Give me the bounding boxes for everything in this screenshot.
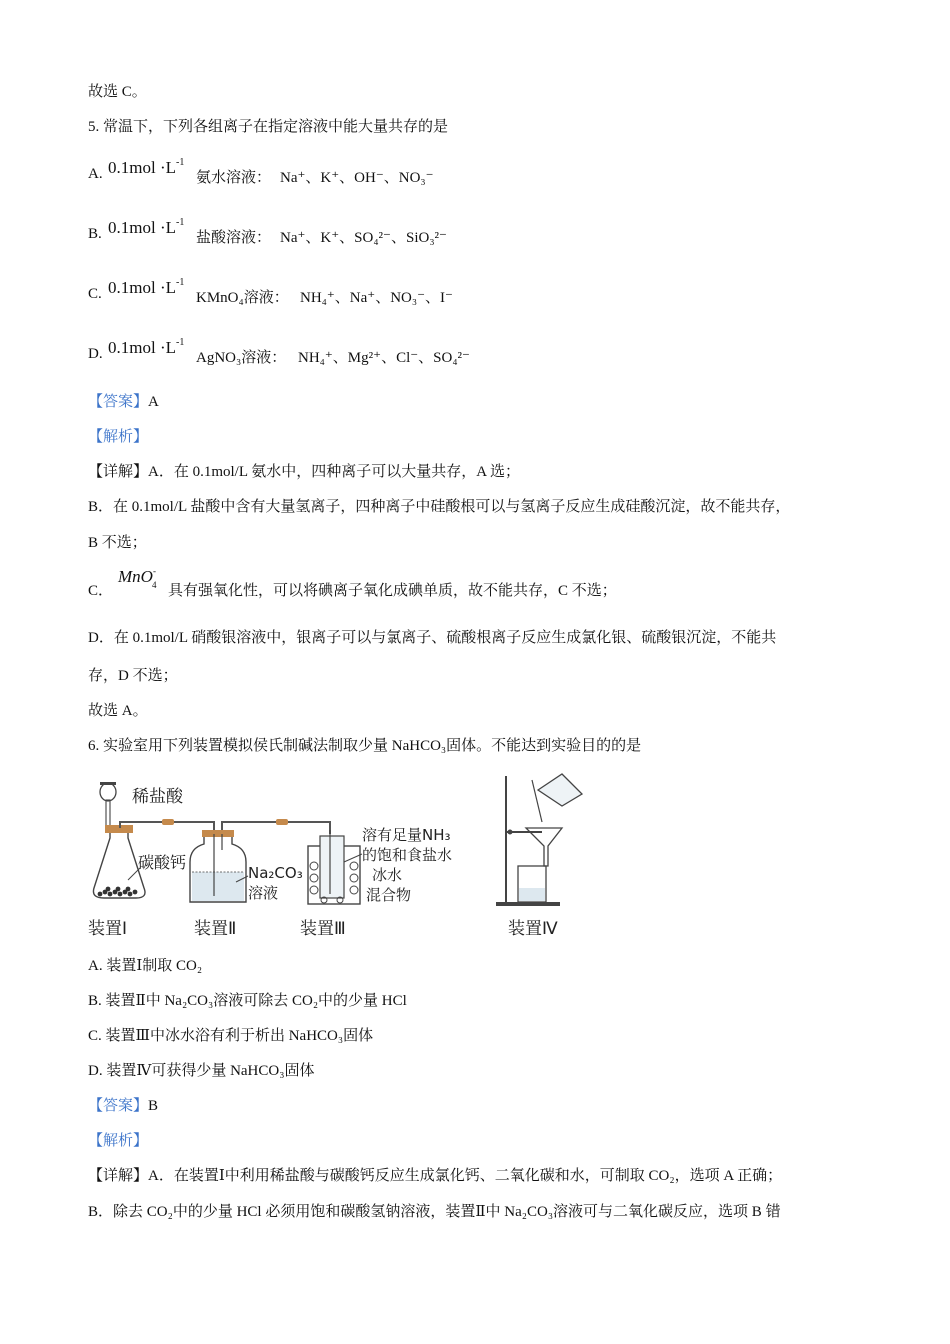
q5-option-a-solution: 氨水溶液： — [196, 170, 272, 186]
device-3-ice-bath — [308, 830, 362, 904]
answer-value: A — [148, 394, 159, 410]
q5-detail-b2: B 不选； — [88, 535, 147, 551]
concentration: $0.1mol \cdot L^{-1}$ — [108, 157, 185, 177]
q5-option-d-solution: AgNO₃溶液： — [196, 350, 287, 366]
label-ice-water: 冰水 — [372, 866, 403, 884]
answer-value: B — [148, 1098, 159, 1114]
q6-answer — [88, 1096, 158, 1116]
answer-tag: 【答案】 — [88, 1098, 149, 1114]
q6-stem: 6. 实验室用下列装置模拟侯氏制碱法制取少量 NaHCO₃固体。不能达到实验目的的是 — [88, 738, 642, 754]
q5-answer — [88, 392, 159, 412]
concentration: $0.1mol \cdot L^{-1}$ — [108, 277, 185, 297]
q5-option-c-ions: NH₄⁺、Na⁺、NO₃⁻、I⁻ — [300, 290, 453, 306]
concentration: $0.1mol \cdot L^{-1}$ — [108, 217, 185, 237]
label-device-4: 装置Ⅳ — [508, 919, 558, 939]
q5-detail-a: 【详解】A．在 0.1mol/L 氨水中，四种离子可以大量共存，A 选； — [88, 464, 520, 480]
label-device-3: 装置Ⅲ — [300, 919, 346, 939]
label-calcium-carbonate: 碳酸钙 — [138, 853, 187, 872]
q5-detail-c: C． MnO-$_4$ 具有强氧化性，可以将碘离子氧化成碘单质，故不能共存，C 不选； — [88, 566, 617, 599]
label-solution: 溶液 — [248, 884, 279, 902]
concentration: $0.1mol \cdot L^{-1}$ — [108, 337, 185, 357]
q5-option-letter: C. — [88, 286, 102, 302]
q5-detail-d2: 存，D 不选； — [88, 668, 178, 684]
label-na2co3: Na₂CO₃ — [248, 864, 303, 882]
q5-option-b-solution: 盐酸溶液： — [196, 230, 272, 246]
device-2-wash-bottle — [190, 830, 248, 902]
label-dilute-hcl: 稀盐酸 — [132, 787, 183, 807]
q6-option-a[interactable]: A. 装置Ⅰ制取 CO₂ — [88, 958, 203, 974]
q6-option-b[interactable]: B. 装置Ⅱ中 Na₂CO₃溶液可除去 CO₂中的少量 HCl — [88, 993, 407, 1009]
q5-option-letter: B. — [88, 226, 102, 242]
label-device-1: 装置Ⅰ — [88, 919, 128, 939]
q5-stem: 5. 常温下，下列各组离子在指定溶液中能大量共存的是 — [88, 119, 449, 135]
q5-option-a-ions: Na⁺、K⁺、OH⁻、NO₃⁻ — [280, 170, 434, 186]
q5-option-letter: D. — [88, 346, 103, 362]
label-brine: 的饱和食盐水 — [362, 846, 453, 864]
q5-detail-b1: B．在 0.1mol/L 盐酸中含有大量氢离子，四种离子中硅酸根可以与氢离子反应生成硅酸沉淀，故不能共存， — [88, 499, 791, 515]
q5-conclusion: 故选 A。 — [88, 703, 148, 719]
q6-option-c[interactable]: C. 装置Ⅲ中冰水浴有利于析出 NaHCO₃固体 — [88, 1028, 374, 1044]
q5-option-b-ions: Na⁺、K⁺、SO₄²⁻、SiO₃²⁻ — [280, 230, 447, 246]
label-device-2: 装置Ⅱ — [194, 919, 237, 939]
label-mixture: 混合物 — [366, 886, 412, 904]
mno4-formula: MnO-$_4$ — [118, 566, 157, 590]
q5-option-letter: A. — [88, 166, 103, 182]
q5-detail-d1: D．在 0.1mol/L 硝酸银溶液中，银离子可以与氯离子、硫酸根离子反应生成氯化银、硫酸银沉淀，不能共 — [88, 630, 777, 646]
q6-analysis-tag: 【解析】 — [88, 1133, 149, 1149]
apparatus-figure — [86, 770, 596, 940]
q6-detail-b: B．除去 CO₂中的少量 HCl 必须用饱和碳酸氢钠溶液，装置Ⅱ中 Na₂CO₃溶液可与二氧化碳反应，选项 B 错 — [88, 1204, 781, 1220]
label-nh3: 溶有足量NH₃ — [362, 826, 451, 844]
prev-conclusion: 故选 C。 — [88, 84, 147, 100]
device-4-filtration — [496, 774, 582, 906]
q6-option-d[interactable]: D. 装置Ⅳ可获得少量 NaHCO₃固体 — [88, 1063, 315, 1079]
answer-tag: 【答案】 — [88, 394, 149, 410]
q5-option-c-solution: KMnO₄溶液： — [196, 290, 289, 306]
q6-detail-a: 【详解】A．在装置Ⅰ中利用稀盐酸与碳酸钙反应生成氯化钙、二氧化碳和水，可制取 CO₂，选项 A 正确； — [88, 1168, 783, 1184]
q5-option-d-ions: NH₄⁺、Mg²⁺、Cl⁻、SO₄²⁻ — [298, 350, 470, 366]
q5-analysis-tag: 【解析】 — [88, 429, 149, 445]
